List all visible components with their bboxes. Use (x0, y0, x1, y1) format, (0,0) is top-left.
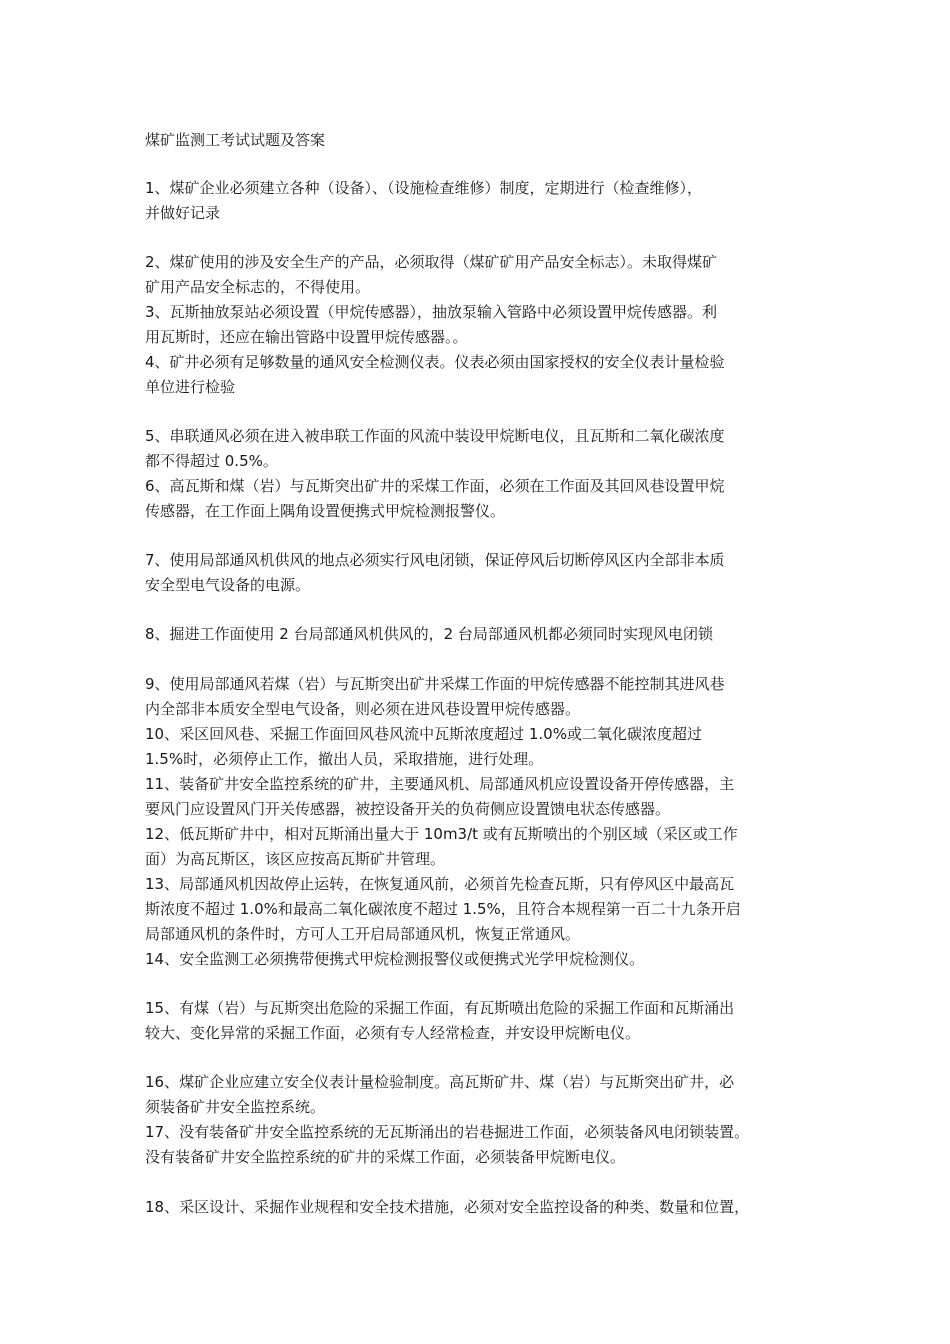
paragraph-4 (145, 350, 825, 400)
paragraph-line: 8、掘进工作面使用 2 台局部通风机供风的，2 台局部通风机都必须同时实现风电闭锁 (145, 625, 713, 643)
paragraph-2 (145, 250, 825, 300)
paragraph-line: 16、煤矿企业应建立安全仪表计量检验制度。高瓦斯矿井、煤（岩）与瓦斯突出矿井，必 (145, 1073, 735, 1091)
paragraph-line: 传感器，在工作面上隅角设置便携式甲烷检测报警仪。 (145, 502, 506, 520)
paragraph-13 (145, 872, 825, 947)
paragraph-5 (145, 424, 825, 474)
paragraph-line: 1、煤矿企业必须建立各种（设备）、（设施检查维修）制度，定期进行（检查维修）， (145, 179, 703, 197)
paragraph-11 (145, 772, 825, 822)
paragraph-line: 6、高瓦斯和煤（岩）与瓦斯突出矿井的采煤工作面，必须在工作面及其回风巷设置甲烷 (145, 477, 725, 495)
paragraph-line: 15、有煤（岩）与瓦斯突出危险的采掘工作面，有瓦斯喷出危险的采掘工作面和瓦斯涌出 (145, 999, 735, 1017)
paragraph-line: 2、煤矿使用的涉及安全生产的产品，必须取得（煤矿矿用产品安全标志）。未取得煤矿 (145, 253, 718, 271)
paragraph-line: 单位进行检验 (145, 378, 236, 396)
paragraph-line: 用瓦斯时，还应在输出管路中设置甲烷传感器。。 (145, 328, 468, 346)
paragraph-line: 4、矿井必须有足够数量的通风安全检测仪表。仪表必须由国家授权的安全仪表计量检验 (145, 353, 725, 371)
paragraph-line: 13、局部通风机因故停止运转，在恢复通风前，必须首先检查瓦斯，只有停风区中最高瓦 (145, 875, 735, 893)
document-title: 煤矿监测工考试试题及答案 (145, 131, 326, 149)
paragraph-1 (145, 176, 825, 226)
paragraph-line: 18、采区设计、采掘作业规程和安全技术措施，必须对安全监控设备的种类、数量和位置， (145, 1198, 750, 1216)
paragraph-line: 12、低瓦斯矿井中，相对瓦斯涌出量大于 10m3/t 或有瓦斯喷出的个别区域（采区或工作 (145, 825, 738, 843)
paragraph-line: 7、使用局部通风机供风的地点必须实行风电闭锁，保证停风后切断停风区内全部非本质 (145, 551, 725, 569)
paragraph-line: 矿用产品安全标志的，不得使用。 (145, 278, 371, 296)
paragraph-line: 10、采区回风巷、采掘工作面回风巷风流中瓦斯浓度超过 1.0%或二氧化碳浓度超过 (145, 725, 702, 743)
paragraph-7 (145, 548, 825, 598)
paragraph-line: 都不得超过 0.5%。 (145, 452, 278, 470)
paragraph-line: 斯浓度不超过 1.0%和最高二氧化碳浓度不超过 1.5%，且符合本规程第一百二十九条开启 (145, 900, 741, 918)
paragraph-line: 并做好记录 (145, 204, 221, 222)
paragraph-6 (145, 474, 825, 524)
paragraph-14 (145, 947, 825, 972)
paragraph-9 (145, 672, 825, 722)
paragraph-line: 安全型电气设备的电源。 (145, 576, 311, 594)
paragraph-18 (145, 1195, 825, 1220)
paragraph-line: 面）为高瓦斯区，该区应按高瓦斯矿井管理。 (145, 850, 446, 868)
paragraph-line: 1.5%时，必须停止工作，撤出人员，采取措施，进行处理。 (145, 750, 544, 768)
paragraph-line: 9、使用局部通风若煤（岩）与瓦斯突出矿井采煤工作面的甲烷传感器不能控制其进风巷 (145, 675, 725, 693)
paragraph-12 (145, 822, 825, 872)
paragraph-line: 没有装备矿井安全监控系统的矿井的采煤工作面，必须装备甲烷断电仪。 (145, 1148, 626, 1166)
paragraph-line: 5、串联通风必须在进入被串联工作面的风流中装设甲烷断电仪，且瓦斯和二氧化碳浓度 (145, 427, 725, 445)
paragraph-line: 11、装备矿井安全监控系统的矿井，主要通风机、局部通风机应设置设备开停传感器，主 (145, 775, 735, 793)
paragraph-line: 要风门应设置风门开关传感器，被控设备开关的负荷侧应设置馈电状态传感器。 (145, 800, 671, 818)
paragraph-line: 14、安全监测工必须携带便携式甲烷检测报警仪或便携式光学甲烷检测仪。 (145, 950, 645, 968)
paragraph-17 (145, 1120, 825, 1170)
paragraph-line: 17、没有装备矿井安全监控系统的无瓦斯涌出的岩巷掘进工作面，必须装备风电闭锁装置。 (145, 1123, 750, 1141)
paragraph-16 (145, 1070, 825, 1120)
paragraph-line: 较大、变化异常的采掘工作面，必须有专人经常检查，并安设甲烷断电仪。 (145, 1024, 641, 1042)
paragraph-15 (145, 996, 825, 1046)
paragraph-10 (145, 722, 825, 772)
paragraph-8 (145, 622, 825, 647)
paragraph-3 (145, 300, 825, 350)
paragraph-line: 内全部非本质安全型电气设备，则必须在进风巷设置甲烷传感器。 (145, 700, 581, 718)
paragraph-line: 局部通风机的条件时，方可人工开启局部通风机，恢复正常通风。 (145, 925, 581, 943)
paragraph-line: 须装备矿井安全监控系统。 (145, 1098, 326, 1116)
paragraph-line: 3、瓦斯抽放泵站必须设置（甲烷传感器），抽放泵输入管路中必须设置甲烷传感器。利 (145, 303, 718, 321)
